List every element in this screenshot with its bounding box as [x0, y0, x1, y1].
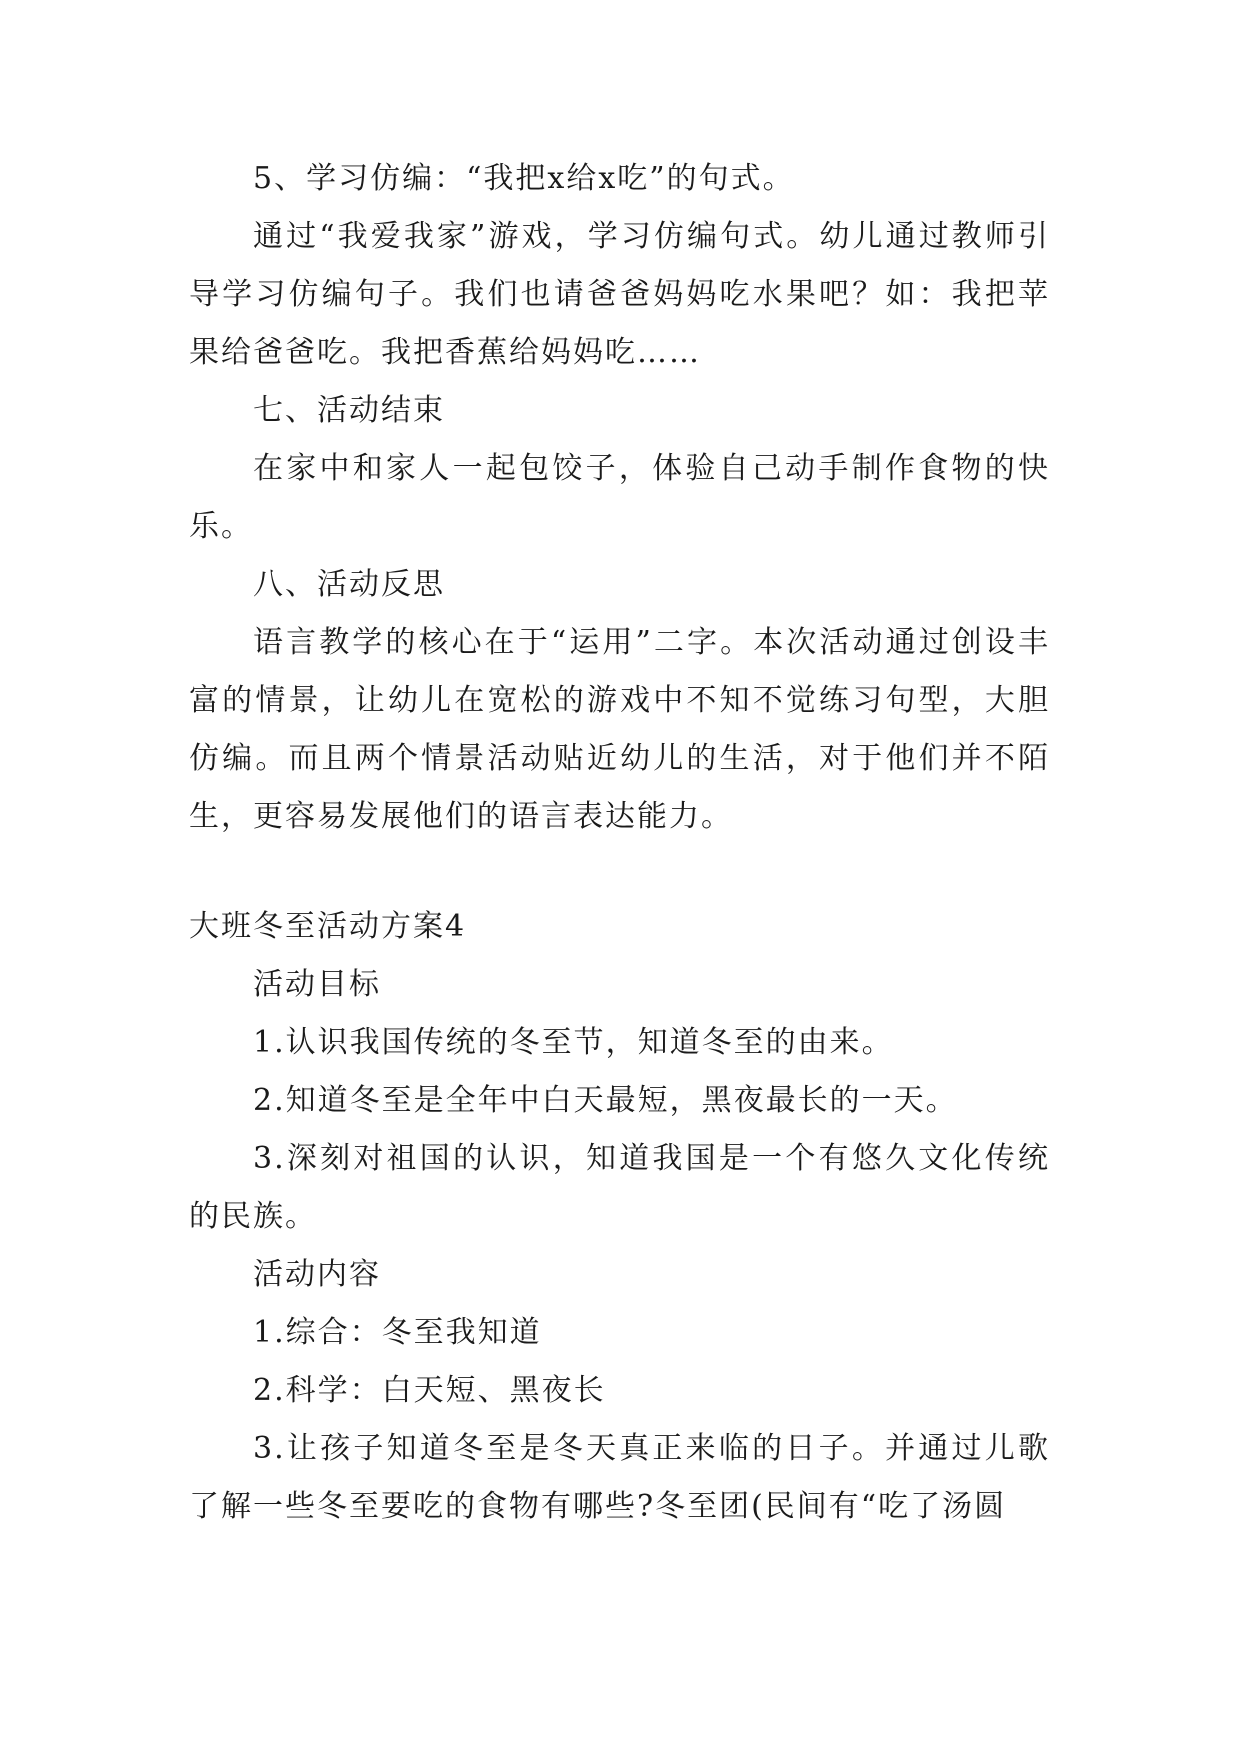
- document-body: [189, 150, 1050, 1536]
- content-item-1: 1.综合：冬至我知道: [253, 1315, 542, 1350]
- goal-item-3: 3.深刻对祖国的认识，知道我国是一个有悠久文化传统的民族。: [189, 1141, 1050, 1234]
- heading-activity-goals: 活动目标: [253, 967, 381, 1002]
- heading-activity-content: 活动内容: [253, 1257, 381, 1292]
- heading-activity-end: 七、活动结束: [253, 393, 445, 428]
- paragraph-game-description: 通过“我爱我家”游戏，学习仿编句式。幼儿通过教师引导学习仿编句子。我们也请爸爸妈妈吃水果吧？如：我把苹果给爸爸吃。我把香蕉给妈妈吃……: [189, 219, 1050, 370]
- goal-item-2: 2.知道冬至是全年中白天最短，黑夜最长的一天。: [253, 1083, 958, 1118]
- content-item-2: 2.科学：白天短、黑夜长: [253, 1373, 606, 1408]
- content-item-3: 3.让孩子知道冬至是冬天真正来临的日子。并通过儿歌了解一些冬至要吃的食物有哪些?冬至团(民间有“吃了汤圆: [189, 1431, 1050, 1524]
- paragraph-imitation-sentence: 5、学习仿编：“我把x给x吃”的句式。: [253, 161, 795, 196]
- paragraph-activity-reflection: 语言教学的核心在于“运用”二字。本次活动通过创设丰富的情景，让幼儿在宽松的游戏中不知不觉练习句型，大胆仿编。而且两个情景活动贴近幼儿的生活，对于他们并不陌生，更容易发展他们的语言表达能力。: [189, 625, 1050, 834]
- section-title: 大班冬至活动方案4: [189, 909, 467, 944]
- goal-item-1: 1.认识我国传统的冬至节，知道冬至的由来。: [253, 1025, 894, 1060]
- heading-activity-reflection: 八、活动反思: [253, 567, 445, 602]
- paragraph-activity-end: 在家中和家人一起包饺子，体验自己动手制作食物的快乐。: [189, 451, 1050, 544]
